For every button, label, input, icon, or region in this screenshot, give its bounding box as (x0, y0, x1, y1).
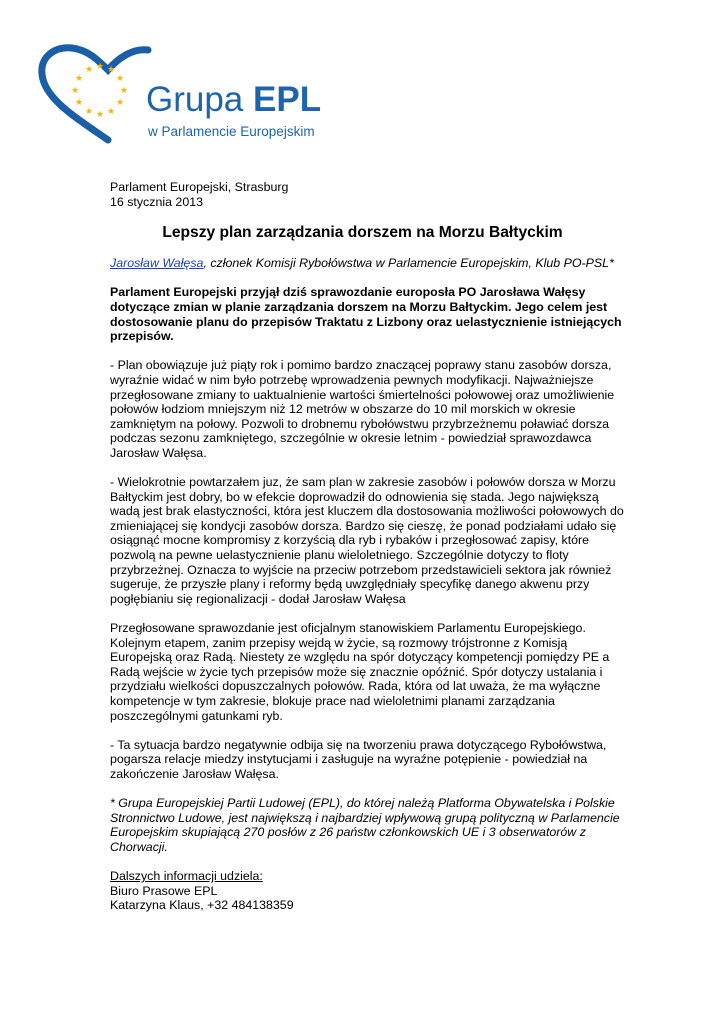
contact-heading: Dalszych informacji udziela: (110, 869, 263, 884)
logo-brand-regular: Grupa (146, 80, 253, 119)
text-line: dostosowanie planu do przepisów Traktatu z Lizbony oraz uelastycznienie istniejących (110, 314, 622, 329)
text-line: dotyczące zmian w planie zarządzania dorszem na Morzu Bałtyckim. Jego celem jest (110, 299, 608, 314)
text-line: przybrzeżnej. Oznacza to wyjście na przeciw potrzebom przedstawicieli sektora jak również (110, 562, 612, 577)
paragraph-1 (110, 358, 615, 460)
logo-subtitle: w Parlamencie Europejskim (148, 124, 315, 139)
text-line: Przegłosowane sprawozdanie jest oficjalnym stanowiskiem Parlamentu Europejskiego. (110, 621, 586, 636)
svg-text:★: ★ (85, 65, 94, 75)
text-line: - Plan obowiązuje już piąty rok i pomimo bardzo znaczącej poprawy stanu zasobów dorsza, (110, 358, 612, 373)
text-line: zmieniającej się kondycji zasobów dorsza. Bardzo się cieszę, że ponad podziałami udało się (110, 518, 617, 533)
text-line: połowów łodziom mniejszym niż 12 metrów w obszarze do 10 mil morskich w okresie (110, 402, 576, 417)
paragraph-4 (110, 738, 615, 782)
svg-text:★: ★ (116, 74, 125, 84)
author-line (110, 256, 615, 271)
text-line: przydziału wielkości dopuszczalnych połowów. Rada, która od lat uważa, że ma wyłączne (110, 679, 601, 694)
text-line: Stronnictwo Ludowe, jest największą i najbardziej wpływową grupą polityczną w Parlamencie (110, 810, 620, 825)
text-line: przepisów. (110, 329, 174, 344)
epl-logo (38, 44, 338, 144)
text-line: zamkniętym na połowy. Pozwoli to drobnemu rybołówstwu przybrzeżnemu poławiać dorsza (110, 416, 610, 431)
lead-paragraph (110, 285, 622, 344)
text-line: Radą wejście w życie tych przepisów może się znacznie opóźnić. Spór dotyczy ustalania i (110, 664, 603, 679)
text-line: * Grupa Europejskiej Partii Ludowej (EPL), do której należą Platforma Obywatelska i Polskie (110, 796, 615, 811)
contact-person: Katarzyna Klaus, +32 484138359 (110, 898, 294, 913)
svg-text:★: ★ (120, 86, 129, 96)
text-line: poszczególnymi gatunkami ryb. (110, 708, 283, 723)
text-line: pogarsza relacje miedzy instytucjami i zasługuje na wyraźne potępienie - powiedział na (110, 752, 588, 767)
svg-text:★: ★ (107, 107, 116, 117)
text-line: Bałtyckim jest dobry, bo w efekcie doprowadził do odnowienia się stada. Jego największą (110, 489, 599, 504)
text-line: Kolejnym etapem, zanim przepisy wejdą w życie, są rozmowy trójstronne z Komisją (110, 635, 568, 650)
text-line: - Wielokrotnie powtarzałem juz, że sam plan w zakresie zasobów i połowów dorsza w Morzu (110, 475, 616, 490)
svg-text:★: ★ (71, 86, 80, 96)
svg-text:★: ★ (85, 107, 94, 117)
text-line: Chorwacji. (110, 839, 168, 854)
text-line: Parlament Europejski przyjął dziś sprawozdanie europosła PO Jarosława Wałęsy (110, 285, 586, 300)
logo-brand-bold: EPL (253, 80, 322, 119)
contact-office: Biuro Prasowe EPL (110, 883, 218, 898)
text-line: Europejską oraz Radą. Niestety ze względu na spór dotyczący kompetencji pomiędzy PE a (110, 650, 610, 665)
paragraph-3 (110, 621, 615, 723)
text-line: wadą jest brak elastyczności, która jest kluczem dla dostosowania możliwości połowowych do (110, 504, 624, 519)
header-date: 16 stycznia 2013 (110, 194, 203, 209)
text-line: Europejskim skupiającą 270 posłów z 26 państw członkowskich UE i 3 obserwatorów z (110, 825, 586, 840)
header-place: Parlament Europejski, Strasburg (110, 180, 289, 194)
svg-text:★: ★ (75, 74, 84, 84)
text-line: osiągnąć mocne kompromisy z korzyścią dla ryb i rybaków i przegłosować zapisy, które (110, 533, 590, 548)
page-title: Lepszy plan zarządzania dorszem na Morzu Bałtyckim (162, 224, 563, 242)
text-line: pogłębianiu się regionalizacji - dodał Jarosław Wałęsa (110, 591, 406, 606)
author-link[interactable]: Jarosław Wałęsa (110, 256, 204, 271)
text-line: Jarosław Wałęsa. (110, 445, 207, 460)
text-line: wyraźnie widać w nim było potrzebę wprowadzenia pewnych modyfikacji. Najważniejsze (110, 372, 594, 387)
svg-text:★: ★ (96, 110, 105, 120)
paragraph-2 (110, 475, 624, 606)
footnote (110, 796, 620, 854)
logo-brand (146, 80, 321, 120)
svg-text:★: ★ (96, 62, 105, 72)
text-line: sugeruje, że przyszłe plany i reformy będą uwzględniały specyfikę danego akwenu przy (110, 577, 590, 592)
text-line: kompetencje w tym zakresie, blokuje prace nad wieloletnimi planami zarządzania (110, 694, 555, 708)
svg-text:★: ★ (116, 98, 125, 108)
svg-text:★: ★ (75, 98, 84, 108)
press-release (110, 180, 624, 913)
text-line: podczas sezonu zamkniętego, szczególnie w okresie letnim - powiedział sprawozdawca (110, 431, 592, 446)
svg-text:★: ★ (107, 65, 116, 75)
text-line: przegłosowane zmiany to uaktualnienie wartości śmiertelności połowowej oraz umożliwienie (110, 387, 615, 402)
text-line: pozwolą na pewne uelastycznienie planu wieloletniego. Szczególnie dotyczy to floty (110, 548, 569, 563)
text-line: - Ta sytuacja bardzo negatywnie odbija się na tworzeniu prawa dotyczącego Rybołówstwa, (110, 737, 607, 752)
text-line: zakończenie Jarosław Wałęsa. (110, 766, 279, 781)
author-role: , członek Komisji Rybołówstwa w Parlamencie Europejskim, Klub PO-PSL* (203, 256, 614, 271)
